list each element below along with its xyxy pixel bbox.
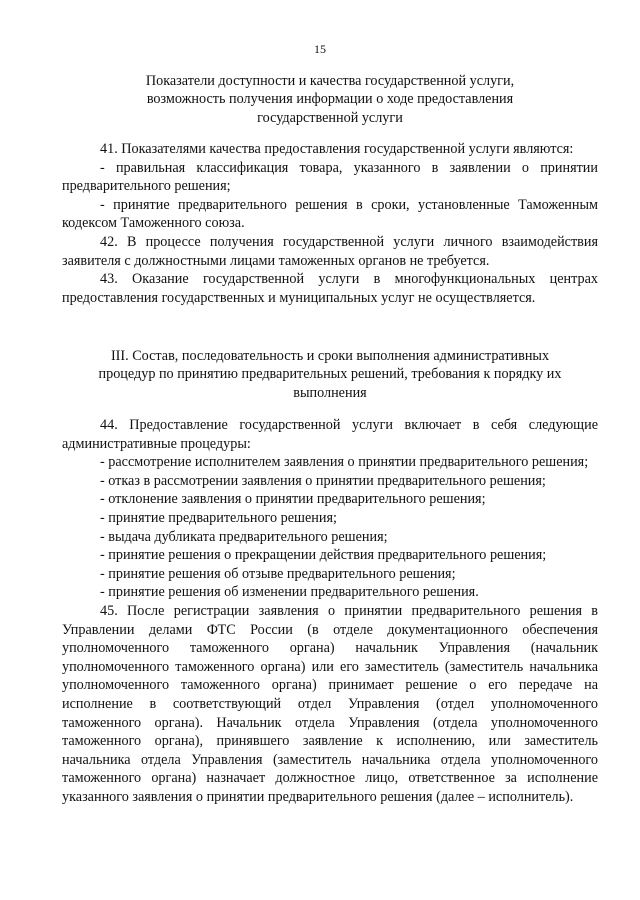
heading-line: Показатели доступности и качества государственной услуги,: [145, 73, 515, 89]
paragraph-44-intro: 44. Предоставление государственной услуги включает в себя следующие административные процедуры:: [62, 417, 598, 452]
heading-line: возможность получения информации о ходе предоставления: [146, 91, 514, 108]
section-heading-iii: [62, 347, 598, 402]
list-item: - принятие решения об отзыве предварительного решения;: [100, 565, 456, 582]
list-item: - правильная классификация товара, указанного в заявлении о принятии предварительного решения;: [62, 159, 598, 195]
section-heading-availability-quality: [62, 72, 598, 127]
list-item: - принятие решения о прекращении действия предварительного решения;: [100, 547, 547, 564]
page-number: 15: [314, 42, 326, 56]
heading-line: процедур по принятию предварительных решений, требования к порядку их: [98, 366, 562, 383]
text-block-41-43: [62, 140, 598, 307]
list-item: - рассмотрение исполнителем заявления о принятии предварительного решения;: [100, 454, 589, 471]
heading-line: III. Состав, последовательность и сроки выполнения административных: [110, 348, 550, 364]
list-item: - выдача дубликата предварительного решения;: [100, 528, 388, 545]
list-item: - отказ в рассмотрении заявления о принятии предварительного решения;: [100, 472, 546, 489]
list-item: - принятие предварительного решения в сроки, установленные Таможенным кодексом Таможенного союза.: [62, 196, 598, 232]
list-item: - принятие решения об изменении предварительного решения.: [100, 584, 479, 601]
heading-line: выполнения: [293, 384, 367, 401]
text-block-44-45: [62, 416, 598, 806]
paragraph-45: 45. После регистрации заявления о принятии предварительного решения в Управлении делами ФТС России (в отделе документационного обеспечения уполномоченного таможенного органа) начальник Управления (начальник уполномоченного таможенного органа) или его заместитель (заместитель начальника уполномоченного таможенного органа) принимает решение о его передаче на исполнение в соответствующий отдел Управления (отдел уполномоченного таможенного органа). Начальник отдела Управления (отдела уполномоченного таможенного органа), принявшего заявление к исполнению, или заместитель начальника отдела Управления (заместитель начальника отдела уполномоченного таможенного органа) назначает должностное лицо, ответственное за исполнение указанного заявления о принятии предварительного решения (далее – исполнитель).: [62, 602, 598, 805]
paragraph-41-intro: 41. Показателями качества предоставления государственной услуги являются:: [100, 141, 574, 157]
list-item: - отклонение заявления о принятии предварительного решения;: [100, 491, 486, 508]
paragraph-42: 42. В процессе получения государственной услуги личного взаимодействия заявителя с должностными лицами таможенных органов не требуется.: [62, 233, 598, 269]
heading-line: государственной услуги: [257, 109, 403, 126]
list-item: - принятие предварительного решения;: [100, 509, 337, 526]
paragraph-43: 43. Оказание государственной услуги в многофункциональных центрах предоставления государственных и муниципальных услуг не осуществляется.: [62, 271, 598, 306]
